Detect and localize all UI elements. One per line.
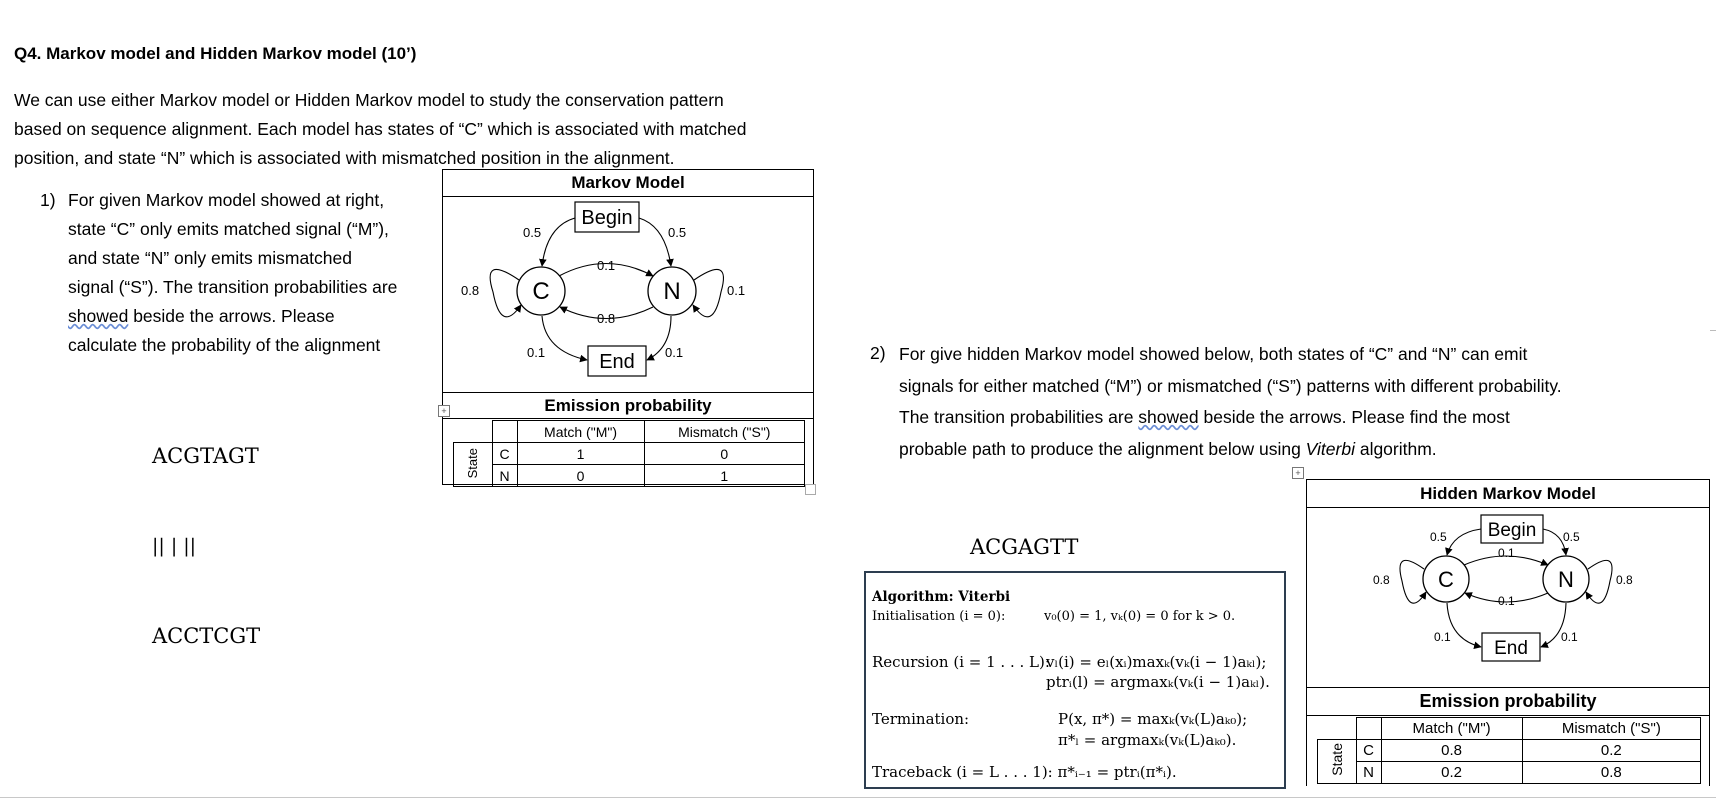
viterbi-traceback: Traceback (i = L . . . 1): π*ᵢ₋₁ = ptrᵢ(π*ᵢ). [872, 763, 1177, 781]
viterbi-recursion-label: Recursion (i = 1 . . . L): [872, 653, 1050, 671]
q1-line: For given Markov model showed at right, [68, 190, 385, 210]
viterbi-algorithm-box [864, 571, 1286, 789]
row-state: C [1356, 740, 1381, 762]
edge-label-c-n: 0.1 [597, 258, 616, 273]
state-axis-label: State [465, 447, 481, 479]
q1-line: signal (“S”). The transition probabilities are [68, 277, 398, 297]
alignment-match-bars: || | || [152, 535, 197, 557]
markov-emission-table [453, 420, 805, 487]
begin-label: Begin [1487, 520, 1537, 541]
begin-label: Begin [581, 207, 633, 229]
edge-label-begin-n: 0.5 [668, 225, 687, 240]
page-bottom-edge [0, 797, 1716, 798]
viterbi-termination-label: Termination: [872, 710, 970, 728]
emission-cell: 0 [644, 443, 804, 465]
edge-label-c-n: 0.1 [1498, 546, 1515, 560]
spellcheck-word[interactable]: showed [68, 306, 129, 326]
intro-line: We can use either Markov model or Hidden Markov model to study the conservation pattern [14, 90, 724, 110]
row-state: N [492, 465, 517, 487]
col-header-mismatch: Mismatch ("S") [1522, 718, 1700, 740]
resize-handle-icon[interactable] [805, 484, 816, 495]
markov-model-panel [442, 169, 814, 485]
q2-line: The transition probabilities are showed beside the arrows. Please find the most [899, 407, 1510, 427]
edge-label-n-end: 0.1 [665, 345, 684, 360]
hmm-panel [1306, 479, 1710, 786]
emission-cell: 1 [517, 443, 644, 465]
edge-label-n-c: 0.1 [1498, 594, 1515, 608]
intro-paragraph [14, 86, 814, 173]
emission-cell: 0.2 [1381, 762, 1522, 784]
hmm-emission-table [1317, 717, 1701, 784]
emission-cell: 0 [517, 465, 644, 487]
state-c-label: C [1438, 567, 1454, 592]
edge-label-n-c: 0.8 [597, 311, 616, 326]
edge-label-n-self: 0.8 [1616, 573, 1633, 587]
move-handle-icon[interactable]: + [438, 405, 450, 417]
hmm-emission-title: Emission probability [1419, 691, 1597, 711]
col-header-mismatch: Mismatch ("S") [644, 421, 804, 443]
edge-begin-n [639, 218, 671, 266]
question-title: Q4. Markov model and Hidden Markov model (10’) [14, 44, 417, 63]
intro-line: based on sequence alignment. Each model has states of “C” which is associated with matched [14, 119, 747, 139]
viterbi-init-label: Initialisation (i = 0): [872, 609, 1006, 624]
edge-c-self [490, 269, 521, 316]
edge-label-begin-n: 0.5 [1563, 530, 1580, 544]
emission-cell: 0.8 [1381, 740, 1522, 762]
edge-c-end [542, 316, 587, 360]
margin-marker [1710, 330, 1716, 331]
q2-line: signals for either matched (“M”) or mismatched (“S”) patterns with different probability. [899, 375, 1562, 396]
end-label: End [1494, 638, 1528, 659]
edge-label-c-self: 0.8 [1373, 573, 1390, 587]
alignment-seq-top: ACGTAGT [152, 444, 259, 468]
edge-label-c-self: 0.8 [461, 283, 480, 298]
edge-n-self [1586, 560, 1612, 603]
alignment-seq-top: ACGAGTT [970, 535, 1079, 559]
viterbi-recursion-formula: vₗ(i) = eₗ(xᵢ)maxₖ(vₖ(i − 1)aₖₗ); [1046, 653, 1267, 671]
q2-number: 2) [870, 343, 886, 363]
state-n-label: N [663, 278, 681, 305]
alignment-seq-bottom: ACCTCGT [152, 624, 261, 648]
emission-cell: 1 [644, 465, 804, 487]
edge-n-self [693, 269, 723, 316]
edge-label-begin-c: 0.5 [523, 225, 542, 240]
col-header-match: Match ("M") [517, 421, 644, 443]
state-axis-label: State [1328, 743, 1345, 776]
viterbi-recursion-pointer: ptrᵢ(l) = argmaxₖ(vₖ(i − 1)aₖₗ). [1046, 673, 1270, 691]
edge-c-self [1400, 560, 1426, 603]
edge-label-n-end: 0.1 [1561, 630, 1578, 644]
hmm-diagram [1307, 507, 1709, 667]
edge-begin-c [542, 218, 575, 266]
edge-label-c-end: 0.1 [527, 345, 546, 360]
viterbi-heading: Algorithm: Viterbi [872, 589, 1011, 605]
edge-begin-c [1447, 529, 1481, 555]
q1-line: calculate the probability of the alignment [68, 335, 381, 355]
move-handle-icon[interactable]: + [1292, 467, 1304, 479]
hmm-title: Hidden Markov Model [1420, 484, 1596, 503]
q1-line: state “C” only emits matched signal (“M”), [68, 219, 389, 239]
q1-line: showed beside the arrows. Please [68, 306, 335, 326]
q1-alignment [152, 381, 260, 681]
emission-cell: 0.8 [1522, 762, 1700, 784]
markov-model-title: Markov Model [571, 173, 685, 192]
viterbi-init-formula: v₀(0) = 1, vₖ(0) = 0 for k > 0. [1044, 609, 1236, 624]
edge-label-begin-c: 0.5 [1430, 530, 1447, 544]
markov-diagram [443, 196, 813, 416]
markov-emission-title: Emission probability [544, 396, 712, 415]
col-header-match: Match ("M") [1381, 718, 1522, 740]
edge-label-n-self: 0.1 [727, 283, 746, 298]
state-n-label: N [1558, 567, 1574, 592]
row-state: N [1356, 762, 1381, 784]
edge-label-c-end: 0.1 [1434, 630, 1451, 644]
row-state: C [492, 443, 517, 465]
end-label: End [599, 351, 635, 373]
spellcheck-word[interactable]: showed [1138, 407, 1199, 427]
state-c-label: C [532, 278, 550, 305]
q1-line: and state “N” only emits mismatched [68, 248, 352, 268]
viterbi-termination-formula: P(x, π*) = maxₖ(vₖ(L)aₖ₀); [1058, 710, 1248, 728]
q2-line: For give hidden Markov model showed below, both states of “C” and “N” can emit [899, 344, 1528, 364]
emission-cell: 0.2 [1522, 740, 1700, 762]
intro-line: position, and state “N” which is associated with mismatched position in the alignment. [14, 148, 675, 168]
viterbi-termination-path: π*ₗ = argmaxₖ(vₖ(L)aₖ₀). [1058, 731, 1237, 749]
edge-c-end [1447, 603, 1481, 647]
q2-line: probable path to produce the alignment below using Viterbi algorithm. [899, 438, 1437, 459]
q1-number: 1) [40, 190, 56, 210]
